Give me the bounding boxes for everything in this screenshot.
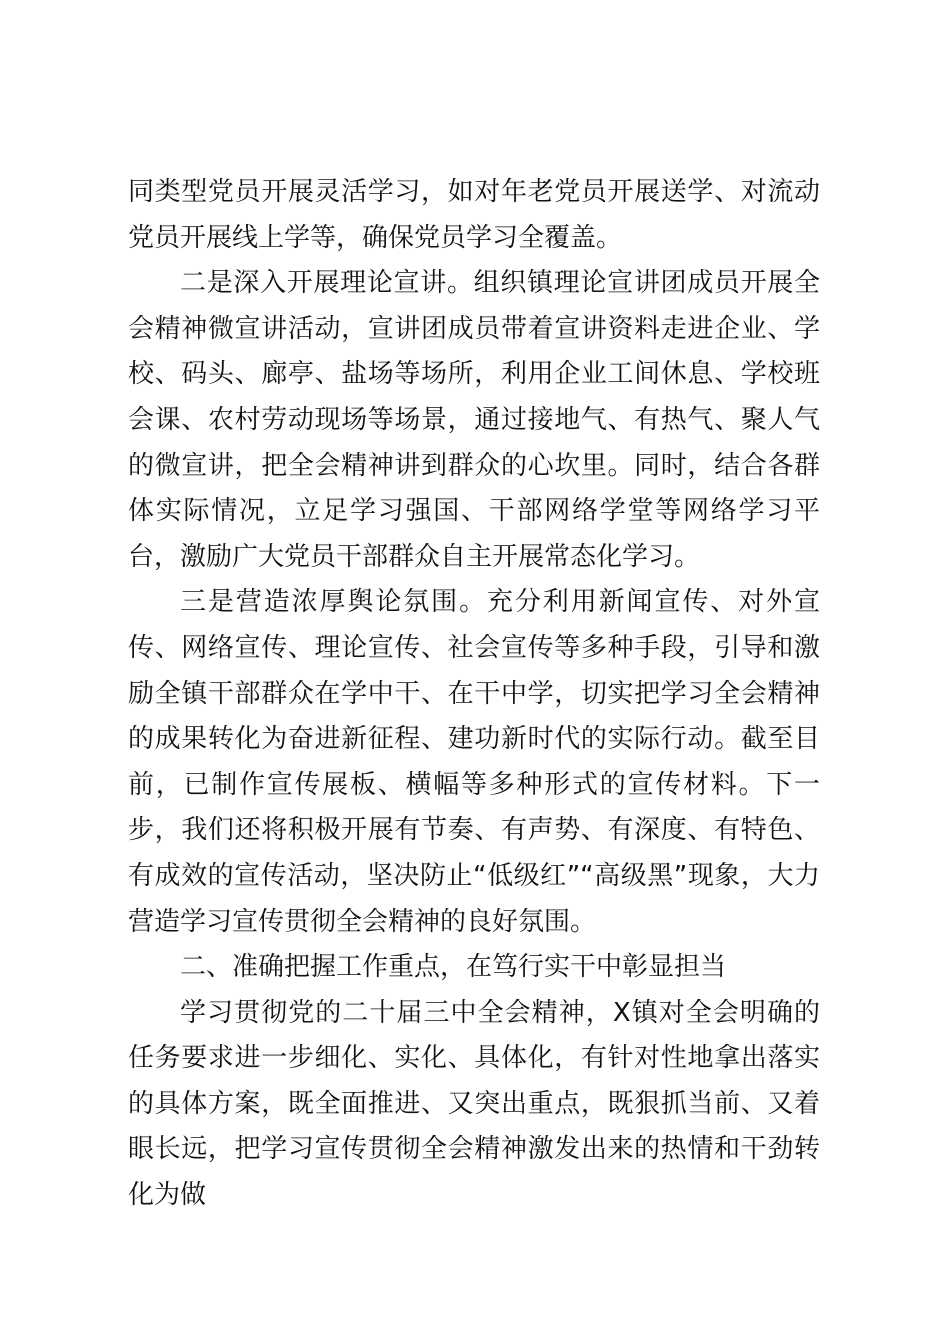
paragraph-continuation: 同类型党员开展灵活学习，如对年老党员开展送学、对流动党员开展线上学等，确保党员学习全覆盖。	[128, 177, 820, 253]
paragraph-theory-lectures: 二是深入开展理论宣讲。组织镇理论宣讲团成员开展全会精神微宣讲活动，宣讲团成员带着宣讲资料走进企业、学校、码头、廊亭、盐场等场所，利用企业工间休息、学校班会课、农村劳动现场等场景，通过接地气、有热气、聚人气的微宣讲，把全会精神讲到群众的心坎里。同时，结合各群体实际情况，立足学习强国、干部网络学堂等网络学习平台，激励广大党员干部群众自主开展常态化学习。	[128, 268, 820, 572]
section-heading-work-focus: 二、准确把握工作重点，在笃行实干中彰显担当	[180, 952, 727, 983]
paragraph-public-opinion: 三是营造浓厚舆论氛围。充分利用新闻宣传、对外宣传、网络宣传、理论宣传、社会宣传等多种手段，引导和激励全镇干部群众在学中干、在干中学，切实把学习全会精神的成果转化为奋进新征程、建功新时代的实际行动。截至目前，已制作宣传展板、横幅等多种形式的宣传材料。下一步，我们还将积极开展有节奏、有声势、有深度、有特色、有成效的宣传活动，坚决防止“低级红”“高级黑”现象，大力营造学习宣传贯彻全会精神的良好氛围。	[128, 587, 820, 937]
paragraph-implementation: 学习贯彻党的二十届三中全会精神，X镇对全会明确的任务要求进一步细化、实化、具体化，有针对性地拿出落实的具体方案，既全面推进、又突出重点，既狠抓当前、又着眼长远，把学习宣传贯彻全会精神激发出来的热情和干劲转化为做	[128, 997, 820, 1211]
document-body	[128, 170, 820, 1219]
